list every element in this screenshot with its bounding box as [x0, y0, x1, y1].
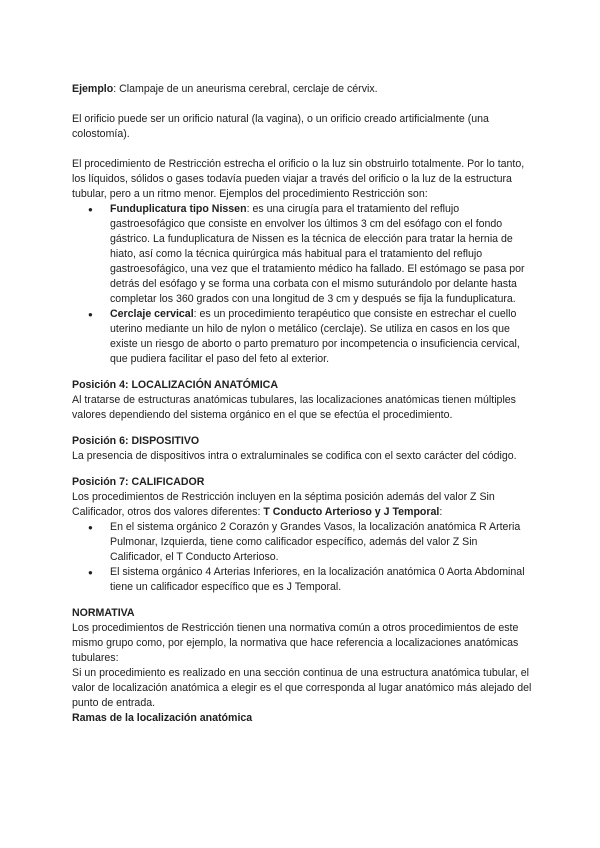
pos7-bold: T Conducto Arterioso y J Temporal	[263, 506, 440, 518]
pos6-text: La presencia de dispositivos intra o extraluminales se codifica con el sexto carácter del código.	[72, 450, 517, 462]
ramas-heading: Ramas de la localización anatómica	[72, 712, 253, 724]
pos7-list	[72, 520, 532, 595]
normativa-text-1: Los procedimientos de Restricción tienen una normativa común a otros procedimientos de este mismo grupo como, por ejemplo, la normativa que hace referencia a localizaciones anatómicas tubulares:	[72, 622, 519, 664]
pos7-text: Los procedimientos de Restricción incluyen en la séptima posición además del valor Z Sin Calificador, otros dos valores diferentes:	[72, 491, 495, 518]
restriccion-paragraph: El procedimiento de Restricción estrecha el orificio o la luz sin obstruirlo totalmente. Por lo tanto, los líquidos, sólidos o gases todavía pueden viajar a través del orificio o la luz de la estructura tubular, pero a un ritmo menor. Ejemplos del procedimiento Restricción son:	[72, 158, 525, 200]
pos7-heading: Posición 7: CALIFICADOR	[72, 476, 205, 488]
normativa-text-2: Si un procedimiento es realizado en una sección continua de una estructura anatómica tubular, el valor de localización anatómica a elegir es el que corresponda al lugar anatómico más alejado del punto de entrada.	[72, 667, 532, 709]
example-term-cerclaje: Cerclaje cervical	[110, 308, 194, 320]
ejemplo-paragraph	[72, 82, 532, 97]
ejemplo-text: : Clampaje de un aneurisma cerebral, cerclaje de cérvix.	[113, 83, 378, 95]
examples-list	[72, 202, 532, 367]
pos7-paragraph	[72, 490, 532, 520]
list-item	[72, 307, 532, 367]
pos4-text: Al tratarse de estructuras anatómicas tubulares, las localizaciones anatómicas tienen múltiples valores dependiendo del sistema orgánico en el que se efectúa el procedimiento.	[72, 394, 516, 421]
example-term-nissen: Funduplicatura tipo Nissen	[110, 203, 247, 215]
example-text-nissen: : es una cirugía para el tratamiento del reflujo gastroesofágico que consiste en envolver los últimos 3 cm del esófago con el fondo gástrico. La funduplicatura de Nissen es la técnica de elección para tratar la hernia de hiato, así como la técnica quirúrgica más habitual para el tratamiento del reflujo gastroesofágico, una vez que el tratamiento médico ha fallado. El estómago se pasa por detrás del esófago y se forma una corbata con el mismo suturándolo por delante hasta completar los 360 grados con una longitud de 3 cm y después se fija la funduplicatura.	[110, 203, 525, 305]
normativa-heading: NORMATIVA	[72, 607, 135, 619]
example-text-cerclaje: : es un procedimiento terapéutico que consiste en estrechar el cuello uterino mediante un hilo de nylon o metálico (cerclaje). Se utiliza en casos en los que existe un riesgo de aborto o parto prematuro por incompetencia o insuficiencia cervical, que pudiera facilitar el paso del feto al exterior.	[110, 308, 520, 365]
pos6-heading: Posición 6: DISPOSITIVO	[72, 435, 200, 447]
ejemplo-label: Ejemplo	[72, 83, 114, 95]
list-item	[72, 202, 532, 307]
pos7-tail: :	[439, 506, 443, 518]
document-page	[72, 82, 532, 726]
orificio-paragraph: El orificio puede ser un orificio natural (la vagina), o un orificio creado artificialmente (una colostomía).	[72, 113, 489, 140]
list-item: ● El sistema orgánico 4 Arterias Inferiores, en la localización anatómica 0 Aorta Abdominal tiene un calificador específico que es J Temporal.	[72, 565, 532, 595]
list-item: ● En el sistema orgánico 2 Corazón y Grandes Vasos, la localización anatómica R Arteria Pulmonar, Izquierda, tiene como calificador específico, además del valor Z Sin Calificador, el T Conducto Arterioso.	[72, 520, 532, 565]
pos4-heading: Posición 4: LOCALIZACIÓN ANATÓMICA	[72, 379, 278, 391]
